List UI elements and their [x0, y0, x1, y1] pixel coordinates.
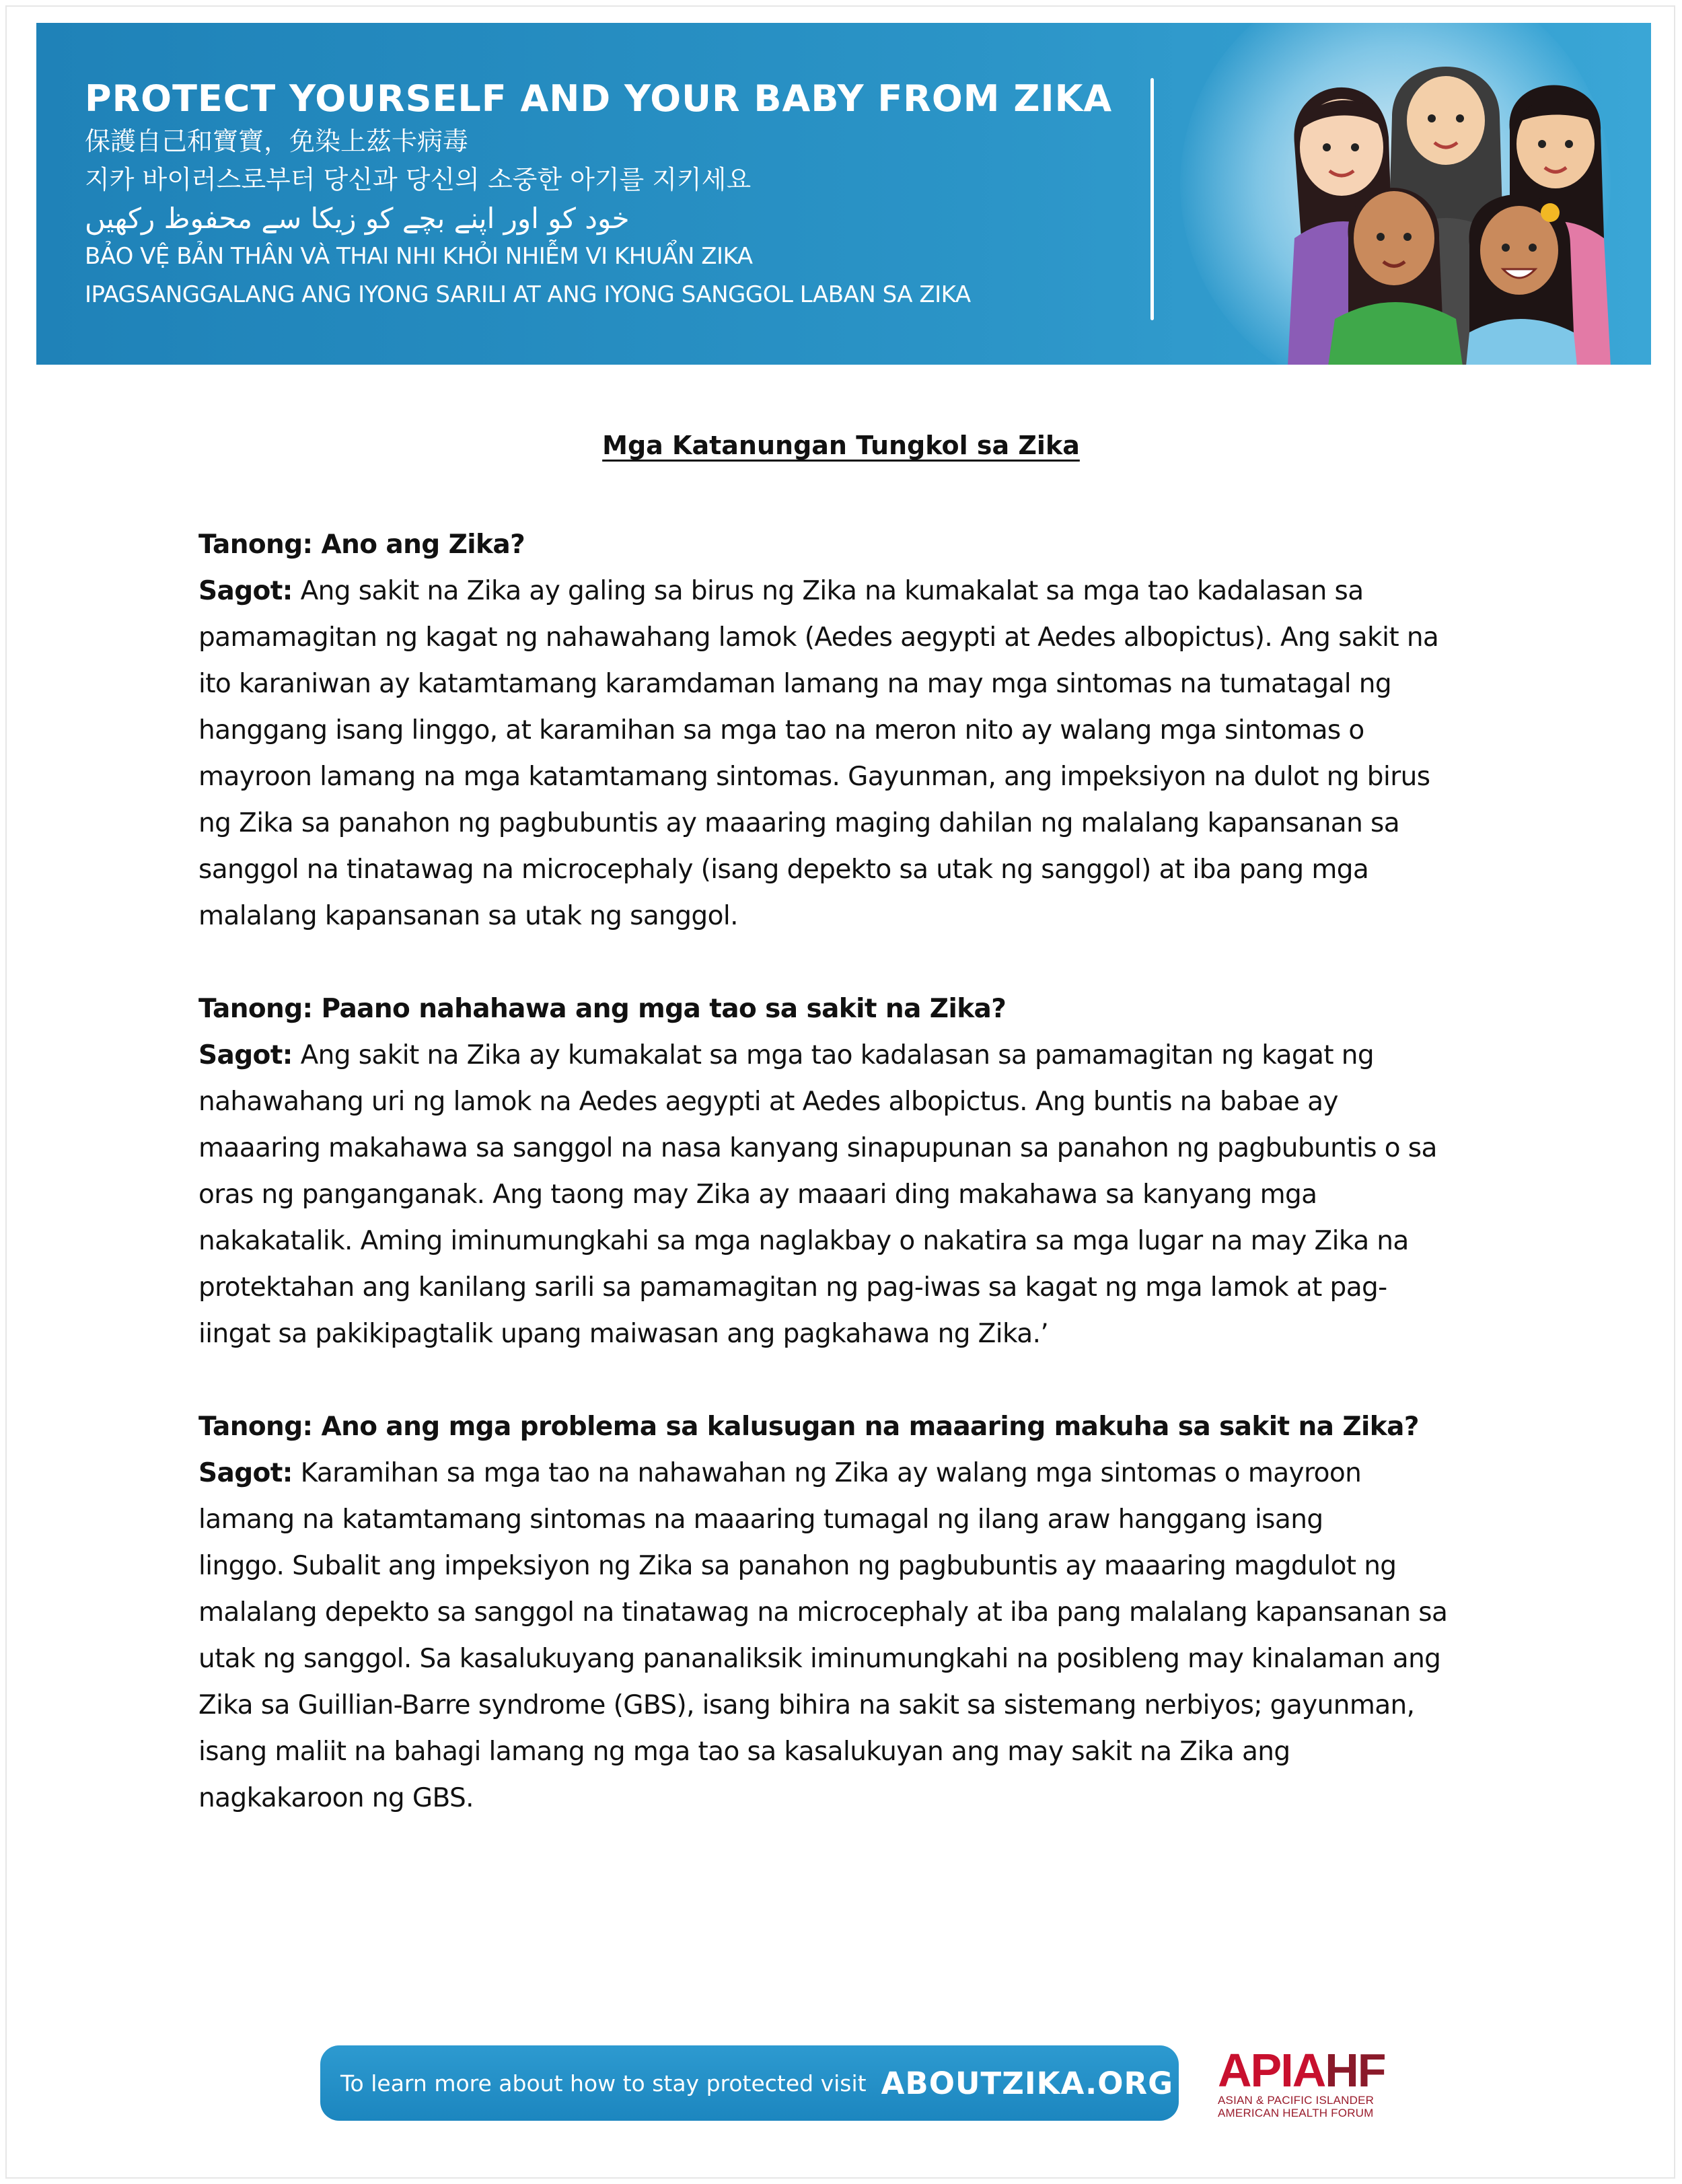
answer-line: Zika sa Guillian-Barre syndrome (GBS), isang bihira na sakit sa sistemang nerbiyos; gayunman, — [198, 1690, 1415, 1720]
logo-subtitle-1: ASIAN & PACIFIC ISLANDER — [1218, 2094, 1375, 2107]
answer-line: Ang sakit na Zika ay galing sa birus ng Zika na kumakalat sa mga tao kadalasan sa — [292, 576, 1364, 606]
women-group-illustration — [1268, 36, 1644, 365]
answer-line: mayroon lamang na mga katamtamang sintomas. Gayunman, ang impeksiyon na dulot ng birus — [198, 762, 1430, 792]
answer-line: maaaring makahawa sa sanggol na nasa kanyang sinapupunan sa panahon ng pagbubuntis o sa — [198, 1133, 1437, 1163]
header-banner — [36, 23, 1651, 365]
answer-line: hanggang isang linggo, at karamihan sa mga tao na meron nito ay walang mga sintomas o — [198, 715, 1364, 745]
question-heading: Tanong: Ano ang Zika? — [198, 530, 525, 560]
answer-line: iingat sa pakikipagtalik upang maiwasan ang pagkahawa ng Zika.’ — [198, 1319, 1049, 1349]
banner-line-vietnamese: BẢO VỆ BẢN THÂN VÀ THAI NHI KHỎI NHIỄM VI KHUẨN ZIKA — [85, 243, 753, 270]
footer-text: To learn more about how to stay protected visit — [340, 2070, 867, 2097]
logo-wordmark — [1218, 2044, 1385, 2097]
document-title: Mga Katanungan Tungkol sa Zika — [602, 431, 1080, 460]
banner-line-korean: 지카 바이러스로부터 당신과 당신의 소중한 아기를 지키세요 — [85, 165, 752, 194]
banner-line-tagalog: IPAGSANGGALANG ANG IYONG SARILI AT ANG IYONG SANGGOL LABAN SA ZIKA — [85, 281, 971, 308]
answer-line: ito karaniwan ay katamtamang karamdaman lamang na may mga sintomas na tumatagal ng — [198, 669, 1392, 699]
answer-first-line — [198, 568, 1504, 614]
banner-title: PROTECT YOURSELF AND YOUR BABY FROM ZIKA — [85, 77, 1113, 120]
banner-text-block — [85, 75, 1112, 314]
answer-line: ng Zika sa panahon ng pagbubuntis ay maaaring maging dahilan ng malalang kapansanan sa — [198, 808, 1400, 838]
logo-apia: APIA — [1218, 2044, 1325, 2097]
answer-line: nagkakaroon ng GBS. — [198, 1783, 474, 1813]
apiahf-logo — [1218, 2044, 1385, 2119]
answer-line: sanggol na tinatawag na microcephaly (isang depekto sa utak ng sanggol) at iba pang mga — [198, 854, 1369, 885]
logo-subtitle-2: AMERICAN HEALTH FORUM — [1218, 2107, 1374, 2119]
qa-content — [198, 521, 1504, 1868]
answer-line: pamamagitan ng kagat ng nahawahang lamok (Aedes aegypti at Aedes albopictus). Ang sakit na — [198, 622, 1439, 653]
answer-line: linggo. Subalit ang impeksiyon ng Zika sa panahon ng pagbubuntis ay maaaring magdulot ng — [198, 1551, 1397, 1581]
footer-banner — [320, 2045, 1179, 2121]
answer-line: Karamihan sa mga tao na nahawahan ng Zika ay walang mga sintomas o mayroon — [292, 1458, 1362, 1488]
question-heading: Tanong: Ano ang mga problema sa kalusugan na maaaring makuha sa sakit na Zika? — [198, 1412, 1419, 1442]
answer-line: malalang depekto sa sanggol na tinatawag na microcephaly at iba pang malalang kapansanan sa — [198, 1597, 1448, 1628]
answer-line: malalang kapansanan sa utak ng sanggol. — [198, 901, 738, 931]
logo-hf: HF — [1325, 2044, 1385, 2097]
answer-label: Sagot: — [198, 1458, 293, 1488]
answer-label: Sagot: — [198, 576, 293, 606]
answer-line: utak ng sanggol. Sa kasalukuyang pananaliksik iminumungkahi na posibleng may kinalaman ang — [198, 1644, 1441, 1674]
banner-line-chinese: 保護自己和寶寶，免染上茲卡病毒 — [85, 126, 469, 156]
answer-first-line — [198, 1032, 1504, 1079]
banner-divider — [1150, 78, 1154, 320]
banner-line-urdu: خود کو اور اپنے بچے کو زیکا سے محفوظ رکھیں — [85, 202, 630, 235]
answer-line: nakakatalik. Aming iminumungkahi sa mga naglakbay o nakatira sa mga lugar na may Zika na — [198, 1226, 1409, 1256]
answer-line: protektahan ang kanilang sarili sa pamamagitan ng pag-iwas sa kagat ng mga lamok at pag- — [198, 1272, 1387, 1303]
answer-line: isang maliit na bahagi lamang ng mga tao sa kasalukuyan ang may sakit na Zika ang — [198, 1737, 1290, 1767]
answer-first-line — [198, 1450, 1504, 1496]
answer-line: oras ng panganganak. Ang taong may Zika ay maaari ding makahawa sa kanyang mga — [198, 1179, 1317, 1210]
qa-block-3 — [198, 1404, 1504, 1821]
qa-block-2 — [198, 986, 1504, 1357]
woman-front-right — [1466, 194, 1577, 365]
answer-line: nahawahang uri ng lamok na Aedes aegypti at Aedes albopictus. Ang buntis na babae ay — [198, 1087, 1338, 1117]
aboutzika-link[interactable]: ABOUTZIKA.ORG — [881, 2065, 1174, 2101]
answer-line: lamang na katamtamang sintomas na maaaring tumagal ng ilang araw hanggang isang — [198, 1504, 1323, 1535]
answer-line: Ang sakit na Zika ay kumakalat sa mga tao kadalasan sa pamamagitan ng kagat ng — [292, 1040, 1375, 1070]
question-heading: Tanong: Paano nahahawa ang mga tao sa sakit na Zika? — [198, 994, 1007, 1024]
qa-block-1 — [198, 521, 1504, 939]
answer-label: Sagot: — [198, 1040, 293, 1070]
